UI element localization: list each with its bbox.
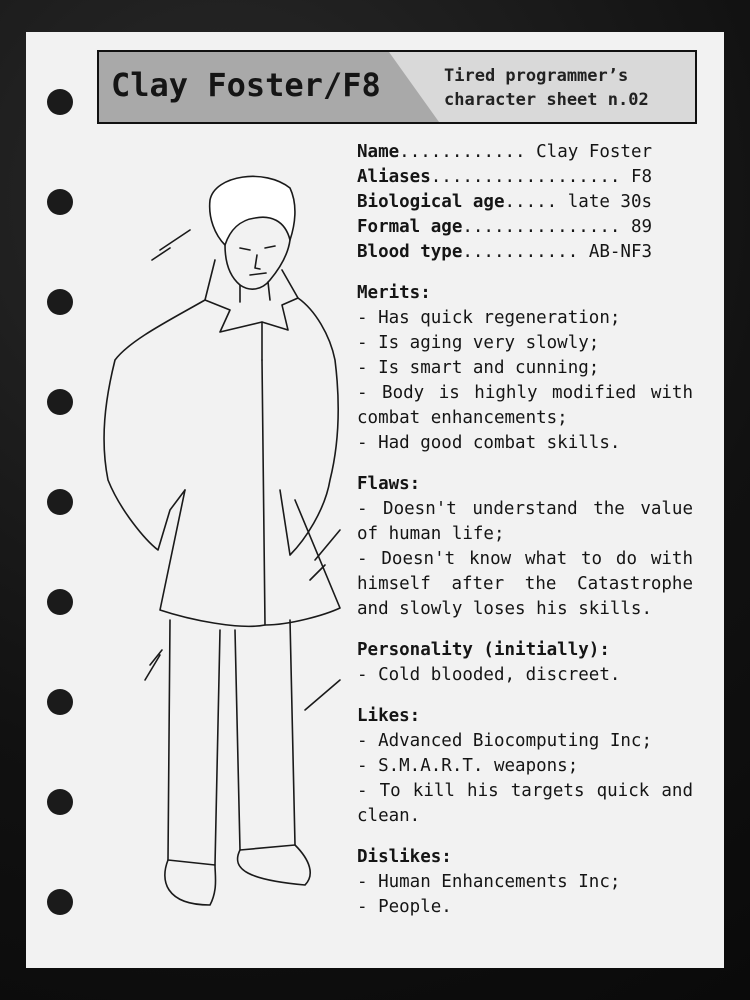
stat-blood-type (357, 240, 693, 265)
merits-section (357, 281, 693, 456)
stat-aliases (357, 165, 693, 190)
subtitle-line: Tired programmer’s (444, 66, 629, 86)
binder-hole (47, 389, 73, 415)
stat-dots: ........... (462, 242, 579, 262)
banner-subtitle (444, 64, 694, 112)
flaws-section (357, 472, 693, 622)
character-sheet (357, 140, 693, 920)
stat-value: F8 (630, 167, 653, 187)
stat-dots: ..... (504, 192, 558, 212)
stat-name (357, 140, 693, 165)
stat-label: Blood type (357, 242, 463, 262)
personality-section (357, 638, 693, 688)
section-title: Dislikes: (357, 847, 452, 867)
stat-dots: ............... (462, 217, 621, 237)
binder-hole (47, 89, 73, 115)
stats-block (357, 140, 693, 265)
list-item: - Is aging very slowly; (357, 333, 600, 353)
list-item: - Human Enhancements Inc; (357, 872, 621, 892)
stat-label: Biological age (357, 192, 505, 212)
list-item: - To kill his targets quick and clean. (357, 781, 693, 826)
list-item: - S.M.A.R.T. weapons; (357, 756, 579, 776)
binder-hole (47, 889, 73, 915)
binder-hole (47, 789, 73, 815)
stat-label: Name (357, 142, 400, 162)
section-title: Personality (initially): (357, 640, 610, 660)
list-item: - Had good combat skills. (357, 433, 621, 453)
list-item: - Has quick regeneration; (357, 308, 621, 328)
character-title: Clay Foster/F8 (111, 66, 381, 104)
stat-biological-age (357, 190, 693, 215)
list-item: - Doesn't know what to do with himself after the Catastrophe and slowly loses his skills. (357, 549, 693, 619)
subtitle-line: character sheet n.02 (444, 90, 649, 110)
stat-label: Aliases (357, 167, 431, 187)
binder-hole (47, 189, 73, 215)
dislikes-section (357, 845, 693, 920)
list-item: - Body is highly modified with combat enhancements; (357, 383, 693, 428)
list-item: - People. (357, 897, 452, 917)
stat-value: 89 (630, 217, 653, 237)
binder-hole (47, 689, 73, 715)
title-banner (97, 50, 697, 124)
stat-value: AB-NF3 (588, 242, 653, 262)
stat-dots: .................. (430, 167, 621, 187)
likes-section (357, 704, 693, 829)
stat-value: late 30s (567, 192, 653, 212)
section-title: Merits: (357, 283, 431, 303)
list-item: - Cold blooded, discreet. (357, 665, 621, 685)
stat-dots: ............ (399, 142, 526, 162)
binder-hole (47, 589, 73, 615)
binder-hole (47, 489, 73, 515)
list-item: - Is smart and cunning; (357, 358, 600, 378)
list-item: - Doesn't understand the value of human life; (357, 499, 693, 544)
stat-formal-age (357, 215, 693, 240)
stat-value: Clay Foster (536, 142, 653, 162)
section-title: Flaws: (357, 474, 421, 494)
character-illustration (90, 160, 350, 940)
list-item: - Advanced Biocomputing Inc; (357, 731, 653, 751)
stat-label: Formal age (357, 217, 463, 237)
section-title: Likes: (357, 706, 421, 726)
binder-hole (47, 289, 73, 315)
